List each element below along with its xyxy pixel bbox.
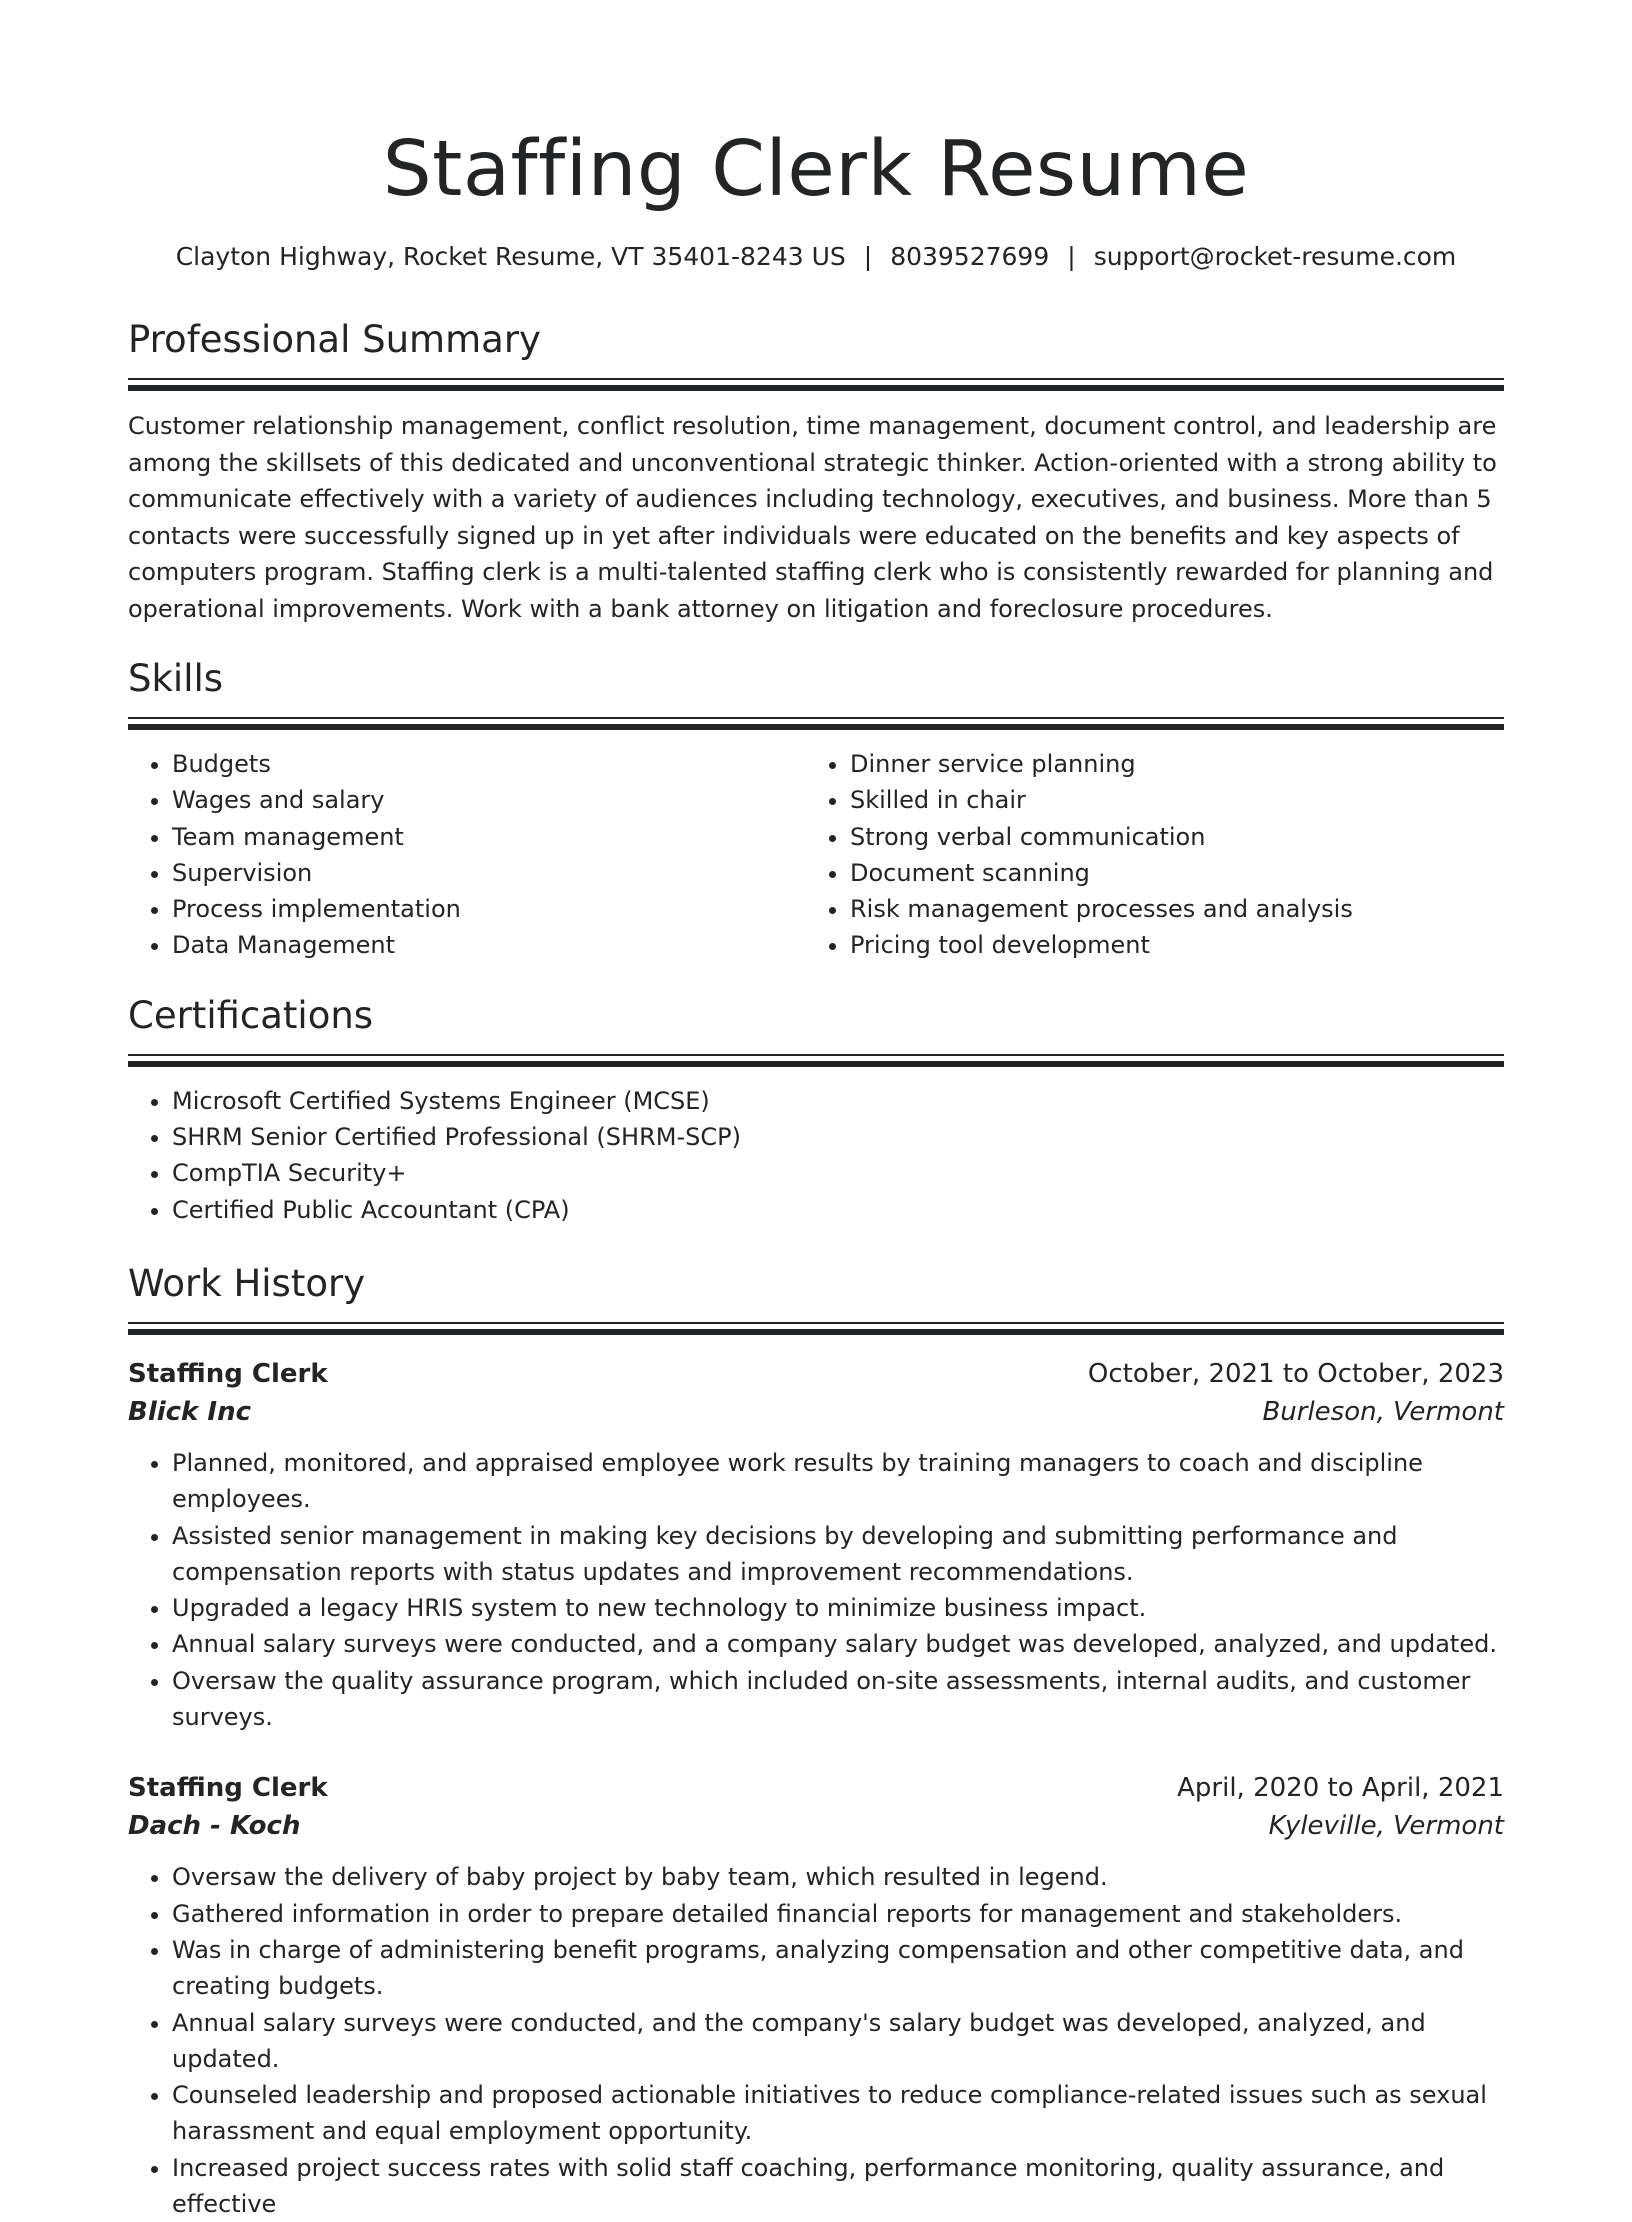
certifications-section: [128, 994, 1504, 1228]
certification-item: • Microsoft Certified Systems Engineer (MCSE): [172, 1083, 1504, 1119]
contact-address: Clayton Highway, Rocket Resume, VT 35401-8243 US: [175, 242, 846, 271]
certification-item: • CompTIA Security+: [172, 1155, 1504, 1191]
job-bullet: • Increased project success rates with solid staff coaching, performance monitoring, quality assurance, and effective: [172, 2150, 1504, 2222]
skill-item: • Skilled in chair: [850, 782, 1484, 818]
summary-section: [128, 318, 1504, 627]
job-company-row: [128, 1807, 1504, 1845]
section-divider: [128, 1322, 1504, 1324]
job-bullet: • Assisted senior management in making key decisions by developing and submitting performance and compensation reports with status updates and improvement recommendations.: [172, 1518, 1504, 1591]
certification-item: • Certified Public Accountant (CPA): [172, 1192, 1504, 1228]
job-bullet: • Annual salary surveys were conducted, and the company's salary budget was developed, analyzed, and updated.: [172, 2005, 1504, 2078]
skill-item: • Risk management processes and analysis: [850, 891, 1484, 927]
work-history-section: [128, 1262, 1504, 2222]
job-location: Kyleville, Vermont: [1268, 1811, 1504, 1842]
skill-item: • Team management: [172, 819, 806, 855]
job-bullets: [128, 1859, 1504, 2222]
job-dates: October, 2021 to October, 2023: [1087, 1358, 1504, 1389]
skill-item: • Data Management: [172, 927, 806, 963]
certification-item: • SHRM Senior Certified Professional (SHRM-SCP): [172, 1119, 1504, 1155]
job-bullets-wrapper: [128, 1859, 1504, 2222]
skills-list-right: [806, 746, 1484, 964]
page-title: Staffing Clerk Resume: [382, 125, 1250, 214]
skills-columns: [128, 746, 1504, 964]
skill-item: • Document scanning: [850, 855, 1484, 891]
job-title: Staffing Clerk: [128, 1358, 328, 1389]
job-dates: April, 2020 to April, 2021: [1177, 1773, 1504, 1804]
job-header-row: [128, 1355, 1504, 1393]
job-entry: [128, 1355, 1504, 1735]
section-divider: [128, 717, 1504, 719]
job-bullet: • Oversaw the delivery of baby project by baby team, which resulted in legend.: [172, 1859, 1504, 1895]
contact-email: support@rocket-resume.com: [1093, 242, 1457, 271]
section-divider-thick: [128, 1061, 1504, 1067]
section-divider: [128, 378, 1504, 380]
section-divider-thick: [128, 724, 1504, 730]
job-bullets-wrapper: [128, 1445, 1504, 1735]
contact-line: [128, 240, 1504, 274]
job-location: Burleson, Vermont: [1262, 1396, 1504, 1427]
section-divider: [128, 1054, 1504, 1056]
job-bullet: • Counseled leadership and proposed actionable initiatives to reduce compliance-related issues such as sexual harassment and equal employment opportunity.: [172, 2077, 1504, 2150]
work-history-heading: Work History: [128, 1261, 366, 1305]
skills-left-column: [128, 746, 806, 964]
job-company-row: [128, 1393, 1504, 1431]
job-company: Blick Inc: [128, 1396, 251, 1427]
skills-section: [128, 657, 1504, 964]
resume-page: [128, 0, 1504, 2222]
skills-right-column: [806, 746, 1484, 964]
job-bullets: [128, 1445, 1504, 1735]
job-bullet: • Oversaw the quality assurance program, which included on-site assessments, internal audits, and customer surveys.: [172, 1663, 1504, 1736]
job-bullet: • Planned, monitored, and appraised employee work results by training managers to coach and discipline employees.: [172, 1445, 1504, 1518]
section-divider-thick: [128, 385, 1504, 391]
job-bullet: • Was in charge of administering benefit programs, analyzing compensation and other competitive data, and creating budgets.: [172, 1932, 1504, 2005]
job-company: Dach - Koch: [128, 1811, 301, 1842]
certifications-heading: Certifications: [128, 993, 374, 1037]
skill-item: • Dinner service planning: [850, 746, 1484, 782]
certifications-list: [128, 1083, 1504, 1228]
skill-item: • Process implementation: [172, 891, 806, 927]
contact-phone: 8039527699: [890, 242, 1050, 271]
contact-separator: |: [1067, 242, 1076, 271]
summary-text: Customer relationship management, conflict resolution, time management, document control, and leadership are among the skillsets of this dedicated and unconventional strategic thinker. Action-oriented with a strong ability to communicate effectively with a variety of audiences including technology, executives, and business. More than 5 contacts were successfully signed up in yet after individuals were educated on the benefits and key aspects of computers program. Staffing clerk is a multi-talented staffing clerk who is consistently rewarded for planning and operational improvements. Work with a bank attorney on litigation and foreclosure procedures.: [128, 412, 1497, 623]
skill-item: • Wages and salary: [172, 782, 806, 818]
job-bullet: • Upgraded a legacy HRIS system to new technology to minimize business impact.: [172, 1590, 1504, 1626]
skills-list-left: [128, 746, 806, 964]
certifications-list-wrapper: [128, 1083, 1504, 1228]
skill-item: • Supervision: [172, 855, 806, 891]
job-bullet: • Annual salary surveys were conducted, and a company salary budget was developed, analyzed, and updated.: [172, 1626, 1504, 1662]
contact-separator: |: [863, 242, 873, 271]
section-divider-thick: [128, 1329, 1504, 1335]
summary-heading: Professional Summary: [128, 318, 541, 361]
skills-heading: Skills: [128, 657, 224, 700]
skill-item: • Budgets: [172, 746, 806, 782]
job-bullet: • Gathered information in order to prepare detailed financial reports for management and stakeholders.: [172, 1896, 1504, 1932]
skill-item: • Pricing tool development: [850, 927, 1484, 963]
skill-item: • Strong verbal communication: [850, 819, 1484, 855]
job-entry: [128, 1769, 1504, 2222]
job-title: Staffing Clerk: [128, 1773, 328, 1804]
job-header-row: [128, 1769, 1504, 1807]
